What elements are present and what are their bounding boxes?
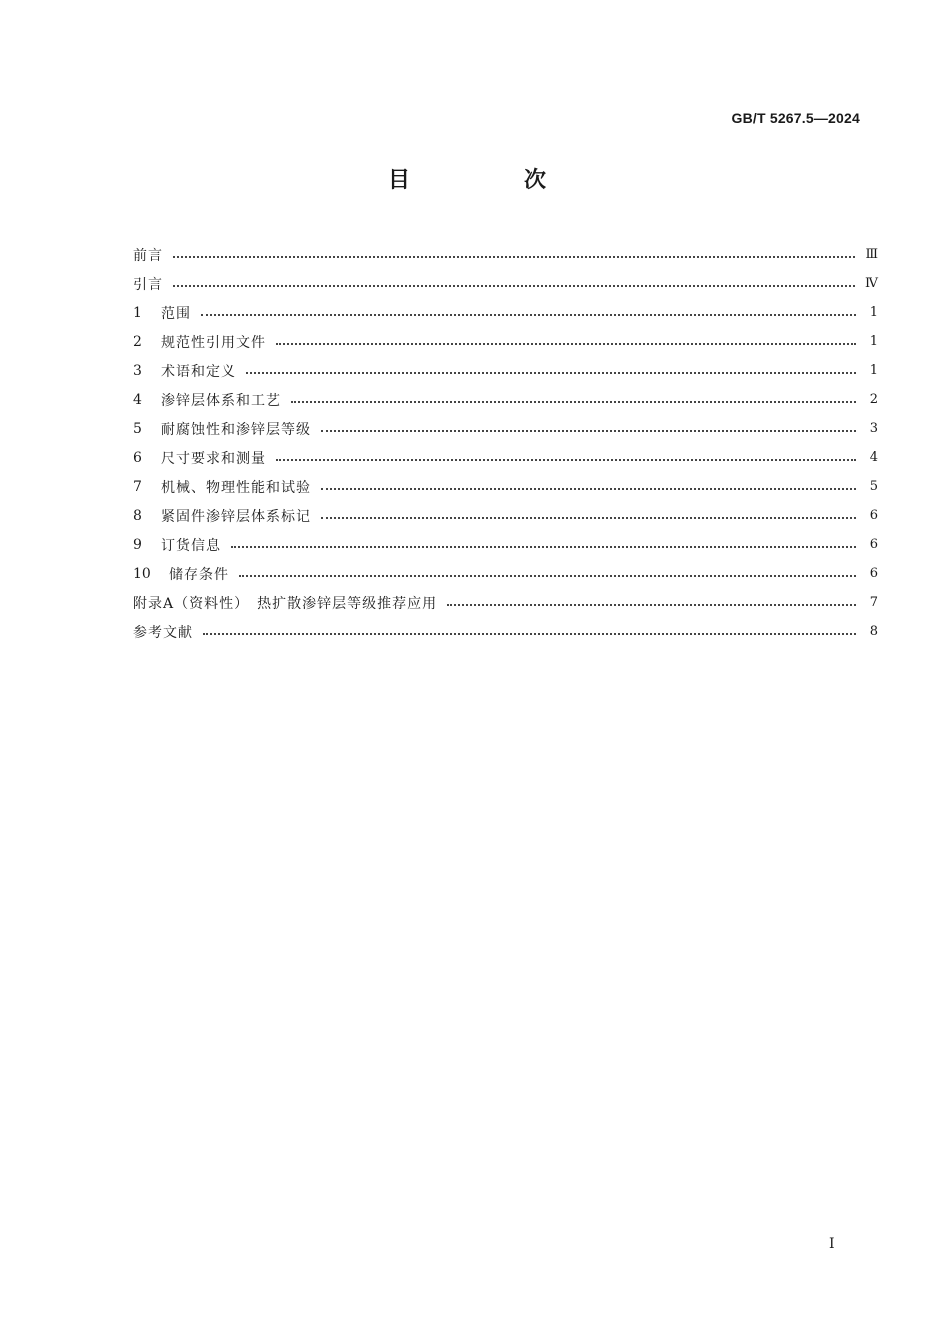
toc-entry-foreword[interactable] [133, 240, 878, 269]
toc-entry-terms-definitions[interactable] [133, 356, 878, 385]
toc-entry-normative-references[interactable] [133, 327, 878, 356]
page-title: 目 次 [387, 168, 592, 193]
toc-entry-label: 范围 [161, 305, 191, 322]
dot-leader [447, 604, 856, 606]
toc-entry-label: 引言 [133, 276, 163, 293]
dot-leader [173, 256, 855, 258]
dot-leader [246, 372, 856, 374]
toc-entry-label: 机械、物理性能和试验 [161, 479, 311, 496]
dot-leader [203, 633, 856, 635]
toc-entry-label: 术语和定义 [161, 363, 236, 380]
toc-entry-designation[interactable] [133, 501, 878, 530]
toc-entry-label: 尺寸要求和测量 [161, 450, 266, 467]
toc-entry-page: 5 [869, 479, 878, 494]
toc-entry-number: 2 [133, 333, 142, 350]
dot-leader [321, 517, 856, 519]
dot-leader [321, 430, 856, 432]
page-number: Ⅰ [829, 1236, 835, 1252]
toc-entry-number: 6 [133, 449, 142, 466]
toc-entry-page: Ⅳ [865, 276, 878, 291]
toc-entry-dimensions-measurement[interactable] [133, 443, 878, 472]
toc-entry-page: 6 [869, 508, 878, 523]
table-of-contents [133, 240, 878, 646]
toc-entry-label: 订货信息 [161, 537, 221, 554]
toc-entry-page: 1 [869, 363, 878, 378]
toc-entry-page: 6 [869, 566, 878, 581]
toc-entry-storage[interactable] [133, 559, 878, 588]
dot-leader [321, 488, 856, 490]
toc-entry-label: 紧固件渗锌层体系标记 [161, 508, 311, 525]
toc-entry-page: 4 [869, 450, 878, 465]
toc-entry-scope[interactable] [133, 298, 878, 327]
toc-entry-label: 前言 [133, 247, 163, 264]
toc-entry-annex-a[interactable] [133, 588, 878, 617]
toc-entry-label: 附录A（资料性） 热扩散渗锌层等级推荐应用 [133, 595, 438, 612]
toc-entry-label: 参考文献 [133, 624, 193, 641]
toc-entry-number: 1 [133, 304, 142, 321]
toc-entry-label: 渗锌层体系和工艺 [161, 392, 281, 409]
dot-leader [231, 546, 856, 548]
toc-entry-label: 储存条件 [169, 566, 229, 583]
dot-leader [201, 314, 856, 316]
toc-entry-page: 7 [869, 595, 878, 610]
toc-entry-label: 耐腐蚀性和渗锌层等级 [161, 421, 311, 438]
dot-leader [276, 459, 856, 461]
toc-entry-label: 规范性引用文件 [161, 334, 266, 351]
toc-entry-ordering-info[interactable] [133, 530, 878, 559]
toc-entry-number: 3 [133, 362, 142, 379]
toc-entry-coating-system-process[interactable] [133, 385, 878, 414]
toc-entry-page: 8 [869, 624, 878, 639]
toc-entry-page: Ⅲ [865, 247, 878, 262]
toc-entry-number: 10 [133, 565, 151, 582]
toc-entry-page: 2 [869, 392, 878, 407]
dot-leader [173, 285, 855, 287]
toc-entry-corrosion-resistance[interactable] [133, 414, 878, 443]
toc-entry-page: 1 [869, 305, 878, 320]
dot-leader [239, 575, 856, 577]
toc-entry-number: 9 [133, 536, 142, 553]
toc-entry-bibliography[interactable] [133, 617, 878, 646]
dot-leader [276, 343, 856, 345]
toc-entry-introduction[interactable] [133, 269, 878, 298]
toc-entry-page: 3 [869, 421, 878, 436]
toc-entry-mechanical-physical[interactable] [133, 472, 878, 501]
toc-entry-number: 4 [133, 391, 142, 408]
toc-entry-page: 6 [869, 537, 878, 552]
toc-entry-number: 5 [133, 420, 142, 437]
toc-entry-page: 1 [869, 334, 878, 349]
dot-leader [291, 401, 856, 403]
standard-code: GB/T 5267.5—2024 [731, 110, 860, 126]
toc-entry-number: 8 [133, 507, 142, 524]
toc-entry-number: 7 [133, 478, 142, 495]
